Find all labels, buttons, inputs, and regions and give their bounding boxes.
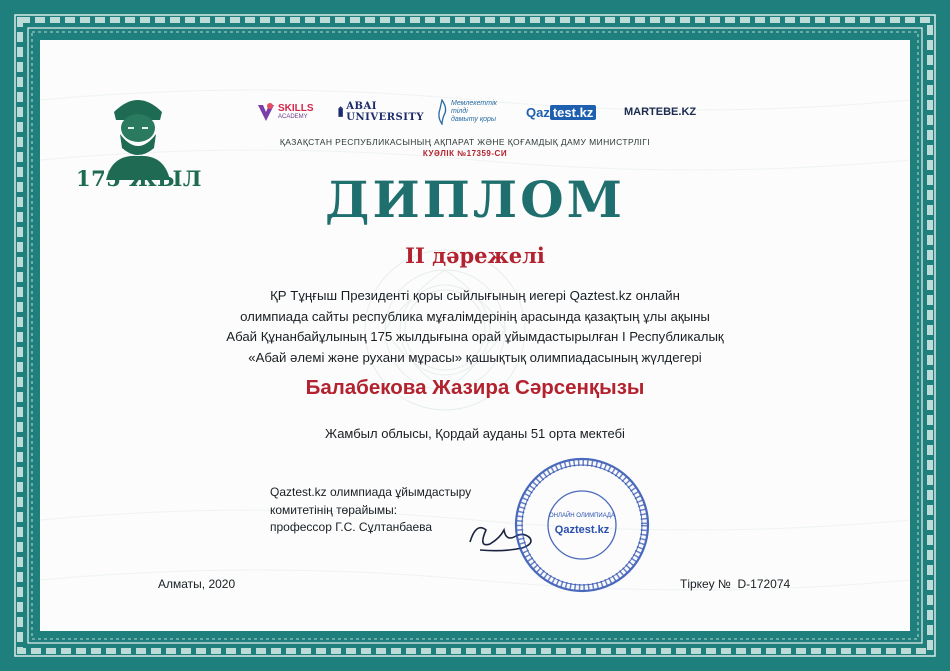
description-line: Абай Құнанбайұлының 175 жылдығына орай ұйымдастырылған І Республикалық xyxy=(226,329,724,344)
registration-label: Тіркеу № xyxy=(680,577,731,591)
registration-number xyxy=(680,577,830,591)
certificate-paper xyxy=(40,40,910,631)
fund-line-1: Мемлекеттік xyxy=(451,100,497,107)
qaztest-box: test.kz xyxy=(550,105,596,120)
qaztest-logo xyxy=(526,92,618,132)
partner-logos xyxy=(256,92,716,132)
winner-name: Балабекова Жазира Сәрсенқызы xyxy=(305,376,645,399)
qaztest-prefix: Qaz xyxy=(526,104,550,120)
skills-logo-sub: ACADEMY xyxy=(278,113,308,120)
university-building-icon xyxy=(338,99,343,125)
stamp-center-logo: Qaztest.kz xyxy=(554,524,610,536)
ministry-line: ҚАЗАҚСТАН РЕСПУБЛИКАСЫНЫҢ АҚПАРАТ ЖӘНЕ ҚОҒАМДЫҚ ДАМУ МИНИСТРЛІГІ xyxy=(279,137,651,147)
fund-line-2: тілді xyxy=(451,108,468,115)
winner-school: Жамбыл облысы, Қордай ауданы 51 орта мектебі xyxy=(325,426,625,441)
issue-place-date: Алматы, 2020 xyxy=(158,577,236,591)
fund-flame-icon xyxy=(436,99,448,125)
diploma-description xyxy=(180,286,770,368)
official-stamp xyxy=(512,455,652,595)
description-line: «Абай әлемі және рухани мұрасы» қашықтық олимпиадасының жүлдегері xyxy=(248,349,702,365)
diploma-degree: II дәрежелі xyxy=(405,243,545,268)
skills-logo-icon xyxy=(256,101,276,123)
diploma-title: ДИПЛОМ xyxy=(324,170,626,229)
license-number: КУӘЛІК №17359-СИ xyxy=(422,149,508,158)
state-language-fund-logo xyxy=(436,92,518,132)
committee-line: комитетінің төрайымы: xyxy=(270,502,398,517)
skills-academy-logo xyxy=(256,92,320,132)
skills-logo-name: SKILLS xyxy=(278,102,314,114)
stamp-center-top: ОНЛАЙН ОЛИМПИАДА xyxy=(549,513,615,519)
fund-line-3: дамыту қоры xyxy=(451,116,497,123)
committee-line: Qaztest.kz олимпиада ұйымдастыру xyxy=(270,485,472,499)
martebe-logo xyxy=(624,92,714,132)
abai-university-name: ABAI UNIVERSITY xyxy=(346,101,425,123)
anniversary-years-label: 175 ЖЫЛ xyxy=(75,166,202,191)
committee-line: профессор Г.С. Сұлтанбаева xyxy=(270,520,433,534)
registration-value: D-172074 xyxy=(737,577,791,591)
description-line: олимпиада сайты республика мұғалімдерінің арасында қазақтың ұлы ақыны xyxy=(240,308,710,324)
description-line: ҚР Тұңғыш Президенті қоры сыйлығының иегері Qaztest.kz онлайн xyxy=(270,288,680,303)
abai-university-logo xyxy=(338,92,424,132)
martebe-name: MARTEBE.KZ xyxy=(624,106,697,118)
